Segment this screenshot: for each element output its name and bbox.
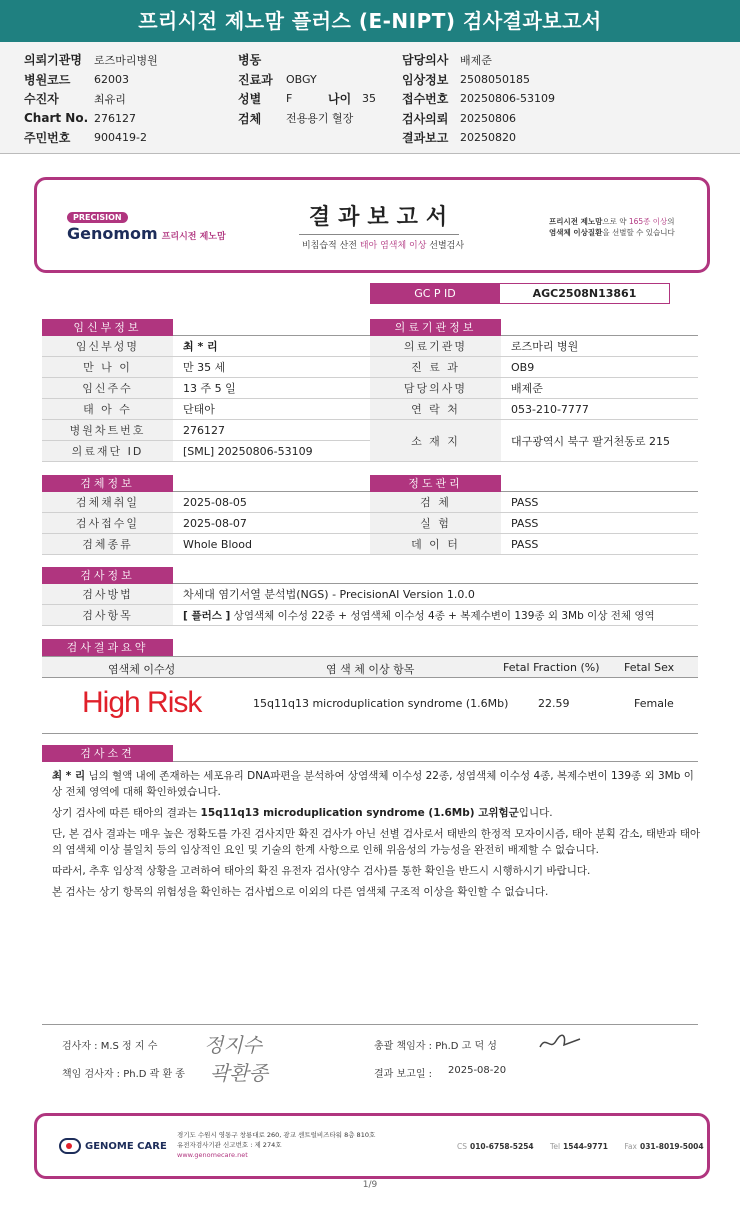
table-row: [370, 513, 698, 534]
info-value: 20250806: [460, 111, 516, 125]
section-test-info: 검사정보: [42, 567, 173, 584]
patient-name: 최 * 리: [52, 770, 86, 782]
info-label: 수진자: [24, 92, 59, 107]
row-value: 단태아: [183, 403, 215, 416]
row-label: 임신주수: [42, 378, 173, 398]
signature-area: [42, 1024, 698, 1084]
row-label: 연 락 처: [370, 399, 501, 419]
genome-care-logo: [59, 1138, 167, 1154]
summary-col-fraction: Fetal Fraction (%): [503, 661, 600, 674]
footer-contact: [457, 1142, 718, 1151]
row-value: OB9: [511, 360, 535, 374]
info-label: 병동: [238, 53, 262, 68]
tel-label: Tel: [550, 1142, 561, 1151]
table-row: [370, 399, 698, 420]
info-label: 의뢰기관명: [24, 53, 82, 68]
report-note: [549, 216, 699, 238]
info-value: 35: [362, 92, 376, 106]
row-value: [SML] 20250806-53109: [183, 444, 313, 458]
row-label: 담당의사명: [370, 378, 501, 398]
row-value: PASS: [511, 495, 539, 509]
address-line: 경기도 수원시 영통구 창룡대로 260, 광교 센트럴비즈타워 8층 810호: [177, 1131, 376, 1139]
cs-label: CS: [457, 1142, 467, 1151]
info-label: 담당의사: [402, 53, 449, 68]
findings-sentence: 님의 혈액 내에 존재하는 세포유리 DNA파편을 분석하여 상염색체 이수성 22종, 성염색체 이수성 4종, 복제수변이 139종 외 3Mb 이상 전체 영역에 대해 확인하였습니다.: [52, 770, 694, 798]
table-row: [42, 534, 370, 555]
table-row: [42, 399, 370, 420]
report-title-bar: 프리시전 제노맘 플러스 (E-NIPT) 검사결과보고서: [0, 0, 740, 42]
summary-result-row: [42, 678, 698, 734]
order-info-col3: [402, 50, 555, 148]
info-value: 2508050185: [460, 72, 530, 86]
table-row: [370, 534, 698, 555]
gcpid-label: GC P ID: [370, 283, 500, 304]
tester-signature: 정지수: [204, 1033, 262, 1057]
responsible-signature: 곽환종: [210, 1061, 268, 1085]
summary-header-row: [42, 656, 698, 678]
row-label: 병원차트번호: [42, 420, 173, 440]
fax-label: Fax: [624, 1142, 637, 1151]
info-label: 주민번호: [24, 131, 71, 146]
findings-sentence: 상기 검사에 따른 태아의 결과는: [52, 807, 201, 819]
info-value: 62003: [94, 72, 129, 86]
findings-paragraph: 단, 본 검사 결과는 매우 높은 정확도를 가진 검사지만 확진 검사가 아닌 선별 검사로서 태반의 한정적 모자이시즘, 태아 분획 감소, 태반과 태아의 염색체 이상 불일치 등의 임상적인 요인 및 기술의 한계 사항으로 인해 위음성의 가능성을 완전히 배제할 수 없습니다.: [52, 828, 701, 856]
website-link[interactable]: www.genomecare.net: [177, 1151, 248, 1159]
table-row: [42, 357, 370, 378]
row-value: 2025-08-05: [183, 495, 247, 509]
findings-highlight: 15q11q13 microduplication syndrome (1.6Mb) 고위험군: [200, 807, 519, 819]
table-row: [42, 605, 698, 626]
info-label: 접수번호: [402, 92, 449, 107]
section-pregnant-info: 임신부정보: [42, 319, 173, 336]
row-label: 검체종류: [42, 534, 173, 554]
subtitle-part: 비침습적 산전: [301, 241, 360, 251]
logo-text: Genomom: [67, 224, 158, 243]
row-label: 임신부성명: [42, 336, 173, 356]
table-row: [42, 492, 370, 513]
info-value: 배제준: [460, 53, 492, 67]
row-label: 소 재 지: [370, 420, 501, 461]
row-label: 의료재단 ID: [42, 441, 173, 461]
info-value: 900419-2: [94, 131, 147, 145]
info-value: 최유리: [94, 92, 126, 106]
section-specimen-info: 검체정보: [42, 475, 173, 492]
row-value: 276127: [183, 423, 225, 437]
cs-number: 010-6758-5254: [470, 1142, 534, 1151]
row-label: 태 아 수: [42, 399, 173, 419]
note-text: 을 선별할 수 있습니다: [602, 228, 675, 237]
row-label: 검체채취일: [42, 492, 173, 512]
report-date-label: 결과 보고일 :: [374, 1069, 433, 1080]
info-label: 병원코드: [24, 72, 71, 87]
table-row: [370, 420, 698, 462]
row-value: 로즈마리 병원: [511, 340, 579, 353]
findings-paragraph: 따라서, 추후 임상적 상황을 고려하여 태아의 확진 유전자 검사(양수 검사)를 통한 확인을 반드시 시행하시기 바랍니다.: [52, 865, 591, 877]
table-row: [370, 357, 698, 378]
note-text: 의: [667, 217, 675, 226]
row-label: 데 이 터: [370, 534, 501, 554]
responsible-label: 책임 검사자 : Ph.D 곽 환 종: [62, 1069, 185, 1080]
tester-label: 검사자 : M.S 정 지 수: [62, 1041, 158, 1052]
row-value: PASS: [511, 537, 539, 551]
plus-tag: [ 플러스 ]: [183, 609, 231, 622]
logo-sub-text: 프리시전 제노맘: [161, 232, 226, 242]
fax-number: 031-8019-5004: [639, 1142, 704, 1151]
footer-frame: [34, 1113, 710, 1179]
gcpid-value: AGC2508N13861: [500, 283, 670, 304]
findings-paragraph: [52, 768, 702, 800]
title-divider: [299, 234, 459, 235]
info-label: 나이: [328, 92, 352, 107]
info-value: 20250806-53109: [460, 92, 555, 106]
table-row: [42, 378, 370, 399]
info-value: 전용용기 혈장: [286, 112, 354, 126]
info-label: 임상정보: [402, 72, 449, 87]
row-label: 검사방법: [42, 584, 173, 604]
table-row: [42, 336, 370, 357]
findings-paragraph: 본 검사는 상기 항목의 위험성을 확인하는 검사법으로 이외의 다른 염색체 구조적 이상을 확인할 수 없습니다.: [52, 886, 549, 898]
row-value: 053-210-7777: [511, 402, 589, 416]
info-value: 20250820: [460, 131, 516, 145]
section-findings: 검사소견: [42, 745, 173, 762]
info-label: 검체: [238, 111, 262, 126]
note-bold: 염색체 이상질환: [549, 228, 603, 237]
findings-text: [52, 768, 702, 905]
table-row: [42, 513, 370, 534]
summary-item-value: 15q11q13 microduplication syndrome (1.6Mb): [253, 697, 509, 710]
report-main-title: 결과보고서: [308, 204, 456, 230]
footer-address: [177, 1130, 375, 1160]
row-value: 13 주 5 일: [183, 382, 236, 395]
info-label: 검사의뢰: [402, 111, 449, 126]
findings-sentence: 입니다.: [518, 807, 553, 819]
info-value: 로즈마리병원: [94, 53, 158, 67]
report-subtitle: [273, 238, 493, 251]
row-value: 최 * 리: [183, 340, 218, 353]
order-info-col2: [238, 50, 376, 128]
row-value: 2025-08-07: [183, 516, 247, 530]
row-label: 진 료 과: [370, 357, 501, 377]
section-rule: [173, 761, 698, 762]
report-header-frame: [34, 177, 710, 273]
subtitle-part: 선별검사: [426, 241, 465, 251]
findings-paragraph: [52, 805, 702, 821]
info-label: 결과보고: [402, 131, 449, 146]
info-label: Chart No.: [24, 111, 89, 126]
row-value: PASS: [511, 516, 539, 530]
info-value: 276127: [94, 111, 136, 125]
report-date-value: 2025-08-20: [448, 1065, 507, 1076]
row-label: 만 나 이: [42, 357, 173, 377]
summary-col-sex: Fetal Sex: [624, 661, 675, 674]
info-label: 진료과: [238, 72, 273, 87]
tel-number: 1544-9771: [563, 1142, 608, 1151]
table-row: [42, 441, 370, 462]
row-value: Whole Blood: [183, 537, 252, 551]
subtitle-highlight: 태아 염색체 이상: [359, 241, 427, 251]
precision-logo-pill: PRECISION: [67, 212, 128, 223]
row-value: 대구광역시 북구 팔거천동로 215: [511, 434, 670, 448]
license-line: 유전자검사기관 신고번호 : 제 274호: [177, 1141, 282, 1149]
section-institution-info: 의료기관정보: [370, 319, 501, 336]
info-value: F: [286, 92, 293, 106]
note-text: 으로 약: [602, 217, 629, 226]
section-result-summary: 검사결과요약: [42, 639, 173, 656]
row-label: 검사접수일: [42, 513, 173, 533]
section-quality-control: 정도관리: [370, 475, 501, 492]
chief-signature: [536, 1031, 584, 1053]
genome-care-icon: [59, 1138, 81, 1154]
row-label: 실 험: [370, 513, 501, 533]
row-value: 만 35 세: [183, 361, 226, 374]
genomom-logo: [67, 224, 226, 243]
table-row: [42, 584, 698, 605]
gcpid-field: [370, 283, 670, 304]
order-info-col1: [24, 50, 158, 148]
summary-sex-value: Female: [634, 697, 674, 710]
info-label: 성별: [238, 92, 262, 107]
chief-label: 총괄 책임자 : Ph.D 고 덕 성: [374, 1041, 497, 1052]
page-number: 1/9: [362, 1180, 378, 1190]
high-risk-result: High Risk: [82, 686, 202, 719]
summary-col-aneuploidy: 염색체 이수성: [108, 663, 176, 676]
items-text: 상염색체 이수성 22종 + 성염색체 이수성 4종 + 복제수변이 139종 외 3Mb 이상 전체 영역: [230, 609, 655, 622]
row-label: 검 체: [370, 492, 501, 512]
row-label: 의료기관명: [370, 336, 501, 356]
table-row: [42, 420, 370, 441]
summary-fraction-value: 22.59: [538, 697, 570, 710]
table-row: [370, 492, 698, 513]
summary-col-item: 염 색 체 이상 항목: [326, 663, 415, 676]
logo-text: GENOME CARE: [85, 1140, 167, 1152]
note-bold: 프리시전 제노맘: [549, 217, 603, 226]
row-value: 배제준: [511, 382, 543, 395]
info-value: OBGY: [286, 72, 317, 86]
table-row: [370, 336, 698, 357]
order-info-panel: [0, 42, 740, 154]
row-value: [173, 608, 655, 623]
row-label: 검사항목: [42, 605, 173, 625]
row-value: 차세대 염기서열 분석법(NGS) - PrecisionAI Version 1.0.0: [183, 588, 475, 601]
note-highlight: 165종 이상: [628, 217, 668, 226]
table-row: [370, 378, 698, 399]
